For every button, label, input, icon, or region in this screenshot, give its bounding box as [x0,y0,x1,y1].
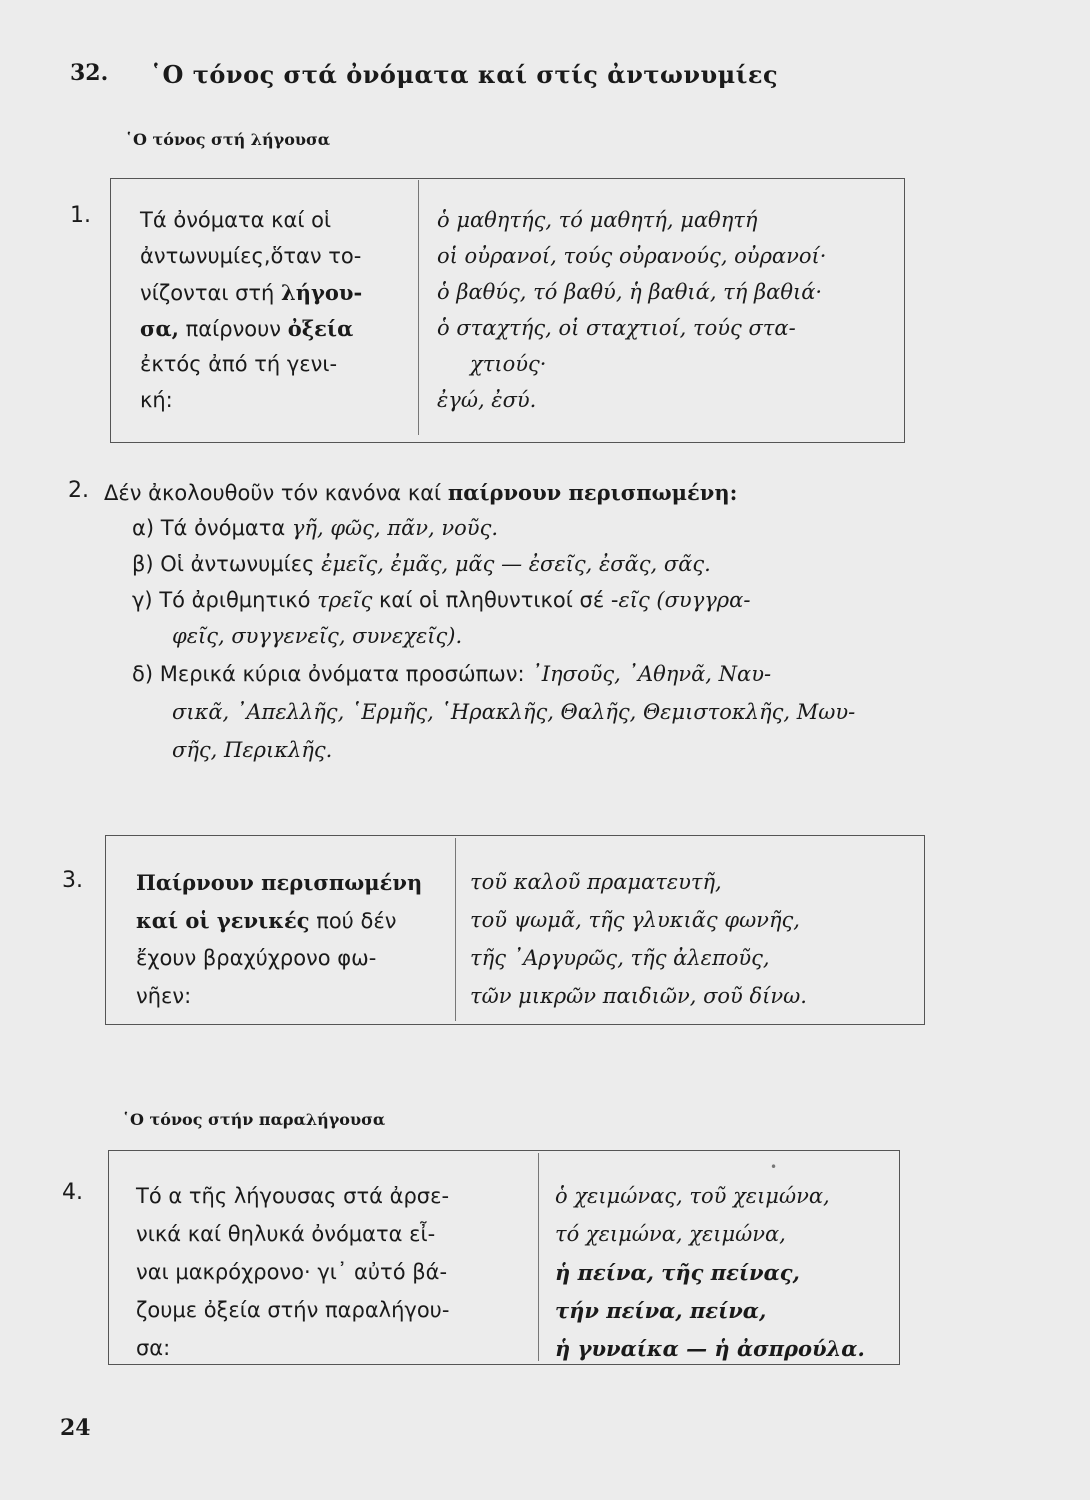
rule1-example-line: ὁ σταχτής, οἱ σταχτιοί, τούς στα- [437,316,796,340]
rule1-example-line: ἐγώ, ἐσύ. [437,388,537,412]
rule2-intro [104,482,737,504]
rule1-example-line: ὁ μαθητής, τό μαθητή, μαθητή [437,208,758,232]
rule2-item-d [132,664,771,685]
rule2-item-examples: γῆ, φῶς, πᾶν, νοῦς. [291,516,499,540]
rule3-example-line: τοῦ ψωμᾶ, τῆς γλυκιᾶς φωνῆς, [470,908,800,932]
rule4-desc-line: ναι μακρόχρονο· γι᾿ αὐτό βά- [136,1260,448,1284]
rule1-divider [418,180,419,435]
rule2-item-text: Οἱ ἀντωνυμίες [160,552,322,576]
rule4-example-line: ὁ χειμώνας, τοῦ χειμώνα, [555,1184,830,1208]
rule1-desc-line [140,318,353,340]
rule1-desc-text: νίζονται στή [140,281,282,305]
rule4-desc-line: σα: [136,1336,171,1360]
rule3-number: 3. [62,868,83,893]
rule1-example-line: οἱ οὐρανοί, τούς οὐρανούς, οὐρανοί· [437,244,827,268]
section-title: ῾Ο τόνος στά ὀνόματα καί στίς ἀντωνυμίες [150,60,779,89]
rule1-desc-bold: λήγου- [281,280,363,305]
subheading-ultima: ῾Ο τόνος στή λήγουσα [125,130,331,149]
rule3-divider [455,838,456,1021]
rule1-example-line: ὁ βαθύς, τό βαθύ, ἡ βαθιά, τή βαθιά· [437,280,823,304]
rule2-item-d-cont: σικᾶ, ᾿Απελλῆς, ῾Ερμῆς, ῾Ηρακλῆς, Θαλῆς, Θεμιστοκλῆς, Μωυ- [172,700,856,724]
rule2-item-b [132,554,711,575]
rule2-item-label: β) [132,552,154,576]
rule4-example-line: ἡ γυναίκα — ἡ ἀσπρούλα. [555,1336,865,1361]
rule1-desc-line: ἀντωνυμίες,ὅταν το- [140,244,362,268]
rule2-item-label: δ) [132,662,154,686]
rule2-number: 2. [68,478,89,503]
rule1-desc-line: κή: [140,388,173,412]
rule1-desc-text: παίρνουν [178,317,288,341]
rule1-desc-line: Τά ὀνόματα καί οἱ [140,208,332,232]
rule3-desc-line: ἔχουν βραχύχρονο φω- [136,946,377,970]
rule2-intro-bold: παίρνουν περισπωμένη: [447,480,738,505]
rule4-example-line: τήν πείνα, πείνα, [555,1298,767,1323]
rule4-box [108,1150,900,1365]
rule1-desc-line [140,282,362,304]
rule2-item-g-cont: φεῖς, συγγενεῖς, συνεχεῖς). [172,624,463,648]
rule4-number: 4. [62,1180,83,1205]
rule2-item-text: Τό ἀριθμητικό [159,588,318,612]
rule4-example-line: τό χειμώνα, χειμώνα, [555,1222,786,1246]
rule2-intro-text: Δέν ἀκολουθοῦν τόν κανόνα καί [104,481,448,505]
rule1-example-line: χτιούς· [470,352,547,376]
page-number: 24 [60,1415,91,1441]
rule3-desc-line: Παίρνουν περισπωμένη [136,870,423,895]
rule2-item-d-cont: σῆς, Περικλῆς. [172,738,333,762]
rule1-desc-bold: σα, [140,316,179,341]
rule2-item-text: Τά ὀνόματα [160,516,292,540]
rule1-number: 1. [70,203,91,228]
rule2-item-text: Μερικά κύρια ὀνόματα προσώπων: [159,662,532,686]
rule3-desc-text: πού δέν [309,909,397,933]
rule4-desc-line: ζουμε ὀξεία στήν παραλήγου- [136,1298,450,1322]
rule2-item-ending: εῖς [618,588,650,612]
rule4-example-line: ἡ πείνα, τῆς πείνας, [555,1260,800,1285]
rule2-item-text: καί οἱ πληθυντικοί σέ - [372,588,619,612]
rule2-item-label: α) [132,516,155,540]
rule2-item-label: γ) [132,588,153,612]
rule3-example-line: τῆς ᾿Αργυρῶς, τῆς ἀλεποῦς, [470,946,770,970]
rule2-item-paren: (συγγρα- [649,588,751,612]
rule2-item-examples: ἐμεῖς, ἐμᾶς, μᾶς — ἐσεῖς, ἐσᾶς, σᾶς. [321,552,711,576]
rule3-desc-line [136,910,396,932]
rule4-divider [538,1153,539,1361]
rule2-item-examples: ᾿Ιησοῦς, ᾿Αθηνᾶ, Ναυ- [531,662,772,686]
rule3-example-line: τοῦ καλοῦ πραματευτῆ, [470,870,722,894]
rule3-example-line: τῶν μικρῶν παιδιῶν, σοῦ δίνω. [470,984,807,1008]
rule1-desc-line: ἐκτός ἀπό τή γενι- [140,352,338,376]
stray-mark-icon: • [770,1160,778,1174]
rule4-desc-line: Τό α τῆς λήγουσας στά ἀρσε- [136,1184,450,1208]
rule2-item-a [132,518,498,539]
section-number: 32. [70,60,109,86]
rule4-desc-line: νικά καί θηλυκά ὀνόματα εἶ- [136,1222,436,1246]
rule2-item-example: τρεῖς [317,588,373,612]
rule3-desc-line: νῆεν: [136,984,192,1008]
subheading-penultima: ῾Ο τόνος στήν παραλήγουσα [122,1110,386,1129]
rule3-desc-bold: καί οἱ γενικές [136,908,310,933]
rule2-item-g [132,590,750,611]
rule1-desc-bold: ὀξεία [287,316,354,341]
